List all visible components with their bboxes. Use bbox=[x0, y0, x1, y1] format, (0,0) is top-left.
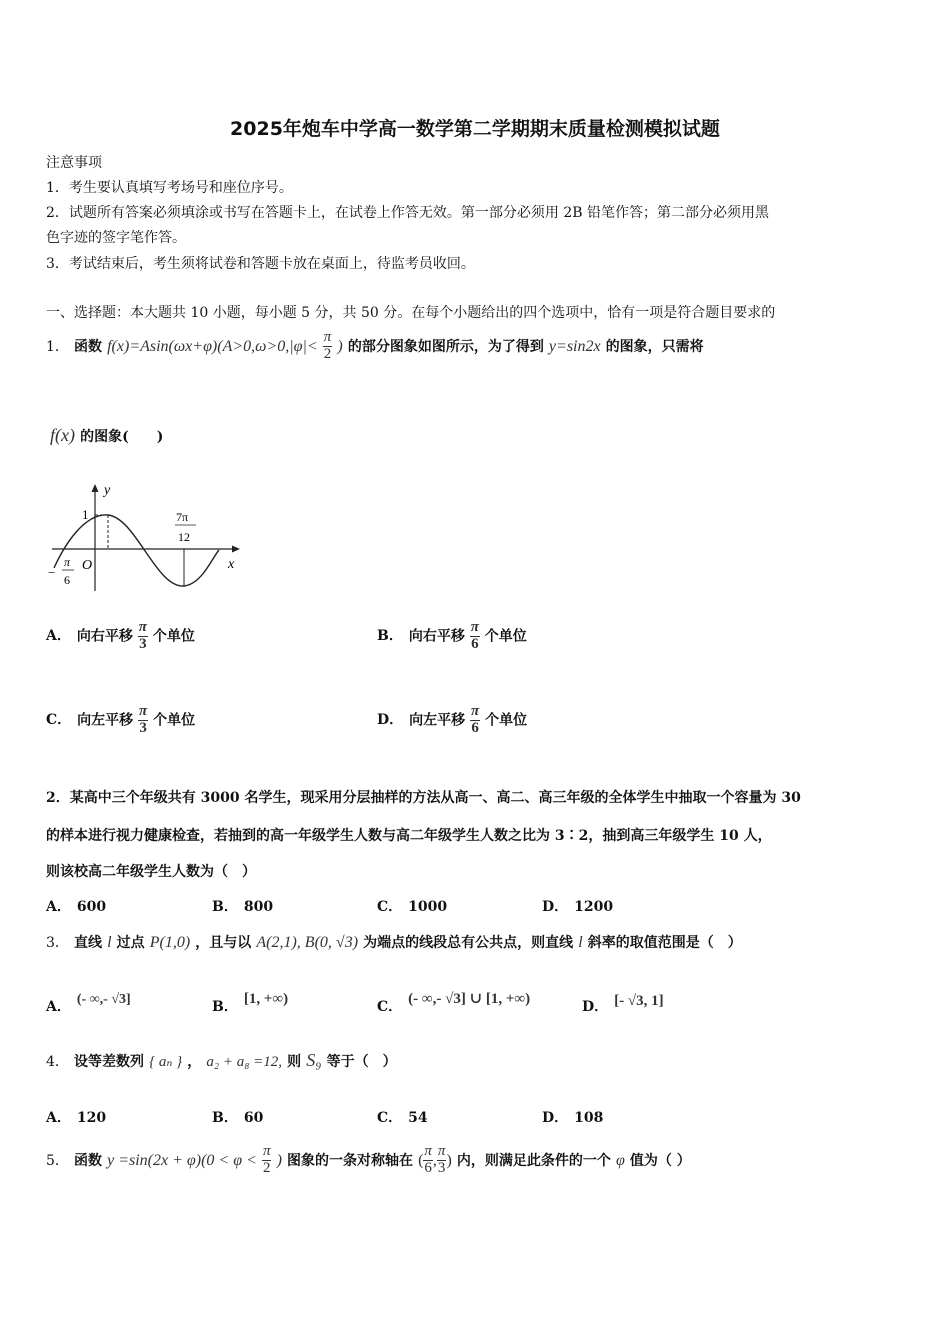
option-a[interactable] bbox=[46, 1107, 106, 1127]
fraction-denominator: 3 bbox=[139, 719, 147, 736]
symbol-phi: φ bbox=[615, 1151, 625, 1169]
option-label: B． bbox=[212, 999, 238, 1015]
fraction bbox=[470, 620, 480, 653]
fraction-numerator: π bbox=[138, 619, 147, 635]
formula: f(x) bbox=[50, 425, 75, 445]
question-text: 的图象，只需将 bbox=[605, 338, 704, 355]
fraction bbox=[138, 620, 148, 653]
option-label: B． bbox=[212, 899, 238, 915]
fraction-denominator: 3 bbox=[139, 635, 147, 652]
formula-close: ) bbox=[276, 1151, 282, 1169]
fraction-denominator: 2 bbox=[262, 1159, 271, 1176]
option-text: [- √3, 1] bbox=[614, 993, 664, 1009]
fraction-pi-2 bbox=[262, 1144, 272, 1177]
question-4 bbox=[46, 1050, 397, 1071]
fraction-numerator: π bbox=[139, 703, 148, 719]
formula: y =sin(2x + φ)(0 < φ < bbox=[107, 1151, 257, 1169]
question-2-line: 2．某高中三个年级共有 3000 名学生，现采用分层抽样的方法从高一、高二、高三年级的全体学生中抽取一个容量为 30 bbox=[46, 790, 801, 806]
fraction-denominator: 6 bbox=[471, 635, 479, 652]
question-text: 等于（ ） bbox=[326, 1054, 397, 1070]
option-text: 800 bbox=[243, 899, 274, 915]
option-b[interactable] bbox=[212, 896, 273, 916]
option-label: B． bbox=[212, 1110, 238, 1126]
interval-open: ( bbox=[418, 1151, 424, 1169]
option-label: A． bbox=[46, 999, 71, 1015]
fraction-numerator: π bbox=[323, 329, 332, 345]
option-text: 108 bbox=[574, 1110, 604, 1126]
symbol-l: l bbox=[578, 934, 583, 951]
option-c[interactable] bbox=[377, 991, 531, 1016]
question-text: 过点 bbox=[116, 935, 145, 951]
fraction-denominator: 2 bbox=[323, 345, 332, 362]
tick-pi: π bbox=[64, 555, 71, 569]
tick-6: 6 bbox=[64, 573, 70, 587]
fraction-numerator: π bbox=[424, 1143, 432, 1159]
option-c[interactable] bbox=[377, 1107, 428, 1127]
option-d[interactable] bbox=[377, 704, 527, 737]
question-number: 1． bbox=[46, 338, 69, 355]
section-heading: 一、选择题：本大题共 10 小题，每小题 5 分，共 50 分。在每个小题给出的四个选项中，恰有一项是符合题目要求的 bbox=[46, 305, 776, 321]
x-label: x bbox=[228, 557, 235, 572]
question-text: 内，则满足此条件的一个 bbox=[456, 1152, 611, 1169]
option-text: 向左平移 bbox=[409, 712, 466, 729]
option-unit: 个单位 bbox=[153, 712, 196, 729]
option-text: 向右平移 bbox=[76, 628, 133, 645]
question-text: 为端点的线段总有公共点，则直线 bbox=[363, 935, 574, 951]
formula: y=sin2x bbox=[548, 337, 601, 355]
fraction-numerator: π bbox=[471, 703, 480, 719]
fraction-pi-2 bbox=[323, 330, 333, 363]
fraction-numerator: π bbox=[262, 1143, 271, 1159]
option-a[interactable] bbox=[46, 992, 131, 1016]
tick-neg: − bbox=[48, 565, 56, 580]
points-ab: A(2,1), B(0, √3) bbox=[256, 934, 359, 951]
tick-12: 12 bbox=[178, 530, 190, 544]
fraction-denominator: 3 bbox=[437, 1159, 446, 1176]
option-label: C． bbox=[377, 899, 403, 915]
option-unit: 个单位 bbox=[152, 628, 195, 645]
option-text: 1000 bbox=[408, 899, 448, 915]
fraction bbox=[138, 704, 148, 737]
question-text: 设等差数列 bbox=[74, 1054, 145, 1070]
option-label: B． bbox=[377, 628, 403, 645]
option-text: 120 bbox=[76, 1110, 107, 1126]
option-a[interactable] bbox=[46, 620, 195, 653]
formula-close: ) bbox=[337, 337, 343, 355]
tick-one: 1 bbox=[82, 507, 89, 522]
sequence: { aₙ } bbox=[149, 1054, 183, 1070]
question-text: 直线 bbox=[74, 935, 103, 951]
option-text: 向右平移 bbox=[408, 628, 465, 645]
interval-close: ) bbox=[446, 1151, 452, 1169]
option-b[interactable] bbox=[377, 620, 527, 653]
question-text: 值为（ ） bbox=[629, 1152, 691, 1169]
option-d[interactable] bbox=[582, 993, 664, 1016]
option-label: C． bbox=[377, 1110, 403, 1126]
question-5 bbox=[46, 1144, 691, 1177]
option-text: 600 bbox=[76, 899, 107, 915]
question-text: 函数 bbox=[74, 1152, 103, 1169]
option-text: (- ∞,- √3] ∪ [1, +∞) bbox=[408, 991, 531, 1007]
fraction-denominator: 6 bbox=[471, 719, 479, 736]
option-c[interactable] bbox=[377, 896, 447, 916]
fraction-numerator: π bbox=[470, 619, 479, 635]
option-d[interactable] bbox=[542, 1107, 603, 1127]
page-title: 2025年炮车中学高一数学第二学期期末质量检测模拟试题 bbox=[230, 118, 720, 140]
sum-s9: S₉ bbox=[306, 1050, 322, 1070]
option-label: A． bbox=[46, 628, 71, 645]
notice-item: 1．考生要认真填写考场号和座位序号。 bbox=[46, 180, 293, 196]
fraction-numerator: π bbox=[437, 1143, 446, 1159]
option-label: D． bbox=[542, 1110, 569, 1126]
option-unit: 个单位 bbox=[485, 712, 528, 729]
question-1-line-2 bbox=[50, 425, 163, 446]
x-axis-arrow bbox=[232, 546, 240, 553]
sine-curve bbox=[54, 515, 219, 586]
origin-label: O bbox=[82, 558, 93, 573]
option-text: 1200 bbox=[574, 899, 614, 915]
option-text: (- ∞,- √3] bbox=[76, 992, 131, 1007]
fraction-pi-6 bbox=[423, 1144, 433, 1177]
question-2-line: 则该校高二年级学生人数为（ ） bbox=[46, 864, 256, 880]
interval-sep: , bbox=[432, 1151, 437, 1169]
y-axis-arrow bbox=[92, 484, 99, 492]
fraction bbox=[470, 704, 480, 737]
option-text: 54 bbox=[408, 1110, 428, 1126]
option-b[interactable] bbox=[212, 991, 289, 1016]
notice-heading: 注意事项 bbox=[46, 155, 102, 171]
tick-7pi: 7π bbox=[176, 510, 189, 524]
notice-item: 色字迹的签字笔作答。 bbox=[46, 230, 186, 246]
question-text: 斜率的取值范围是（ ） bbox=[587, 935, 742, 951]
option-label: A． bbox=[46, 899, 71, 915]
y-label: y bbox=[104, 483, 111, 498]
option-label: D． bbox=[582, 999, 609, 1015]
notice-item: 2．试题所有答案必须填涂或书写在答题卡上，在试卷上作答无效。第一部分必须用 2B 铅笔作答；第二部分必须用黑 bbox=[46, 205, 769, 221]
fraction-pi-3 bbox=[437, 1144, 447, 1177]
question-1 bbox=[46, 330, 704, 363]
question-number: 4． bbox=[46, 1054, 69, 1070]
question-text: 则 bbox=[287, 1054, 302, 1070]
notice-item: 3．考试结束后，考生须将试卷和答题卡放在桌面上，待监考员收回。 bbox=[46, 256, 475, 272]
option-a[interactable] bbox=[46, 896, 106, 916]
question-3 bbox=[46, 932, 742, 952]
option-text: 60 bbox=[243, 1110, 264, 1126]
option-unit: 个单位 bbox=[484, 628, 527, 645]
question-text: 的部分图象如图所示，为了得到 bbox=[347, 338, 544, 355]
option-text: 向左平移 bbox=[77, 712, 134, 729]
option-b[interactable] bbox=[212, 1107, 263, 1127]
point-p: P(1,0) bbox=[149, 934, 191, 951]
question-text: 的图象( ) bbox=[80, 429, 164, 445]
question-number: 5． bbox=[46, 1152, 69, 1169]
formula: f(x)=Asin(ωx+φ)(A>0,ω>0,|φ|< bbox=[107, 337, 318, 355]
symbol-l: l bbox=[107, 934, 112, 951]
option-label: C． bbox=[377, 999, 403, 1015]
question-text: 图象的一条对称轴在 bbox=[286, 1152, 413, 1169]
punctuation: ， bbox=[187, 1054, 202, 1070]
condition: a₂ + a₈ =12, bbox=[206, 1054, 283, 1070]
option-c[interactable] bbox=[46, 704, 195, 737]
option-d[interactable] bbox=[542, 896, 613, 916]
option-label: C． bbox=[46, 712, 72, 729]
option-label: A． bbox=[46, 1110, 71, 1126]
function-graph bbox=[44, 478, 244, 596]
option-label: D． bbox=[377, 712, 404, 729]
question-text: ，且与以 bbox=[195, 935, 252, 951]
option-text: [1, +∞) bbox=[243, 991, 289, 1007]
question-2-line: 的样本进行视力健康检查，若抽到的高一年级学生人数与高二年级学生人数之比为 3∶2，抽到高三年级学生 10 人， bbox=[46, 828, 772, 844]
fraction-denominator: 6 bbox=[424, 1159, 432, 1176]
option-label: D． bbox=[542, 899, 569, 915]
question-text: 函数 bbox=[74, 338, 103, 355]
question-number: 3． bbox=[46, 935, 69, 951]
